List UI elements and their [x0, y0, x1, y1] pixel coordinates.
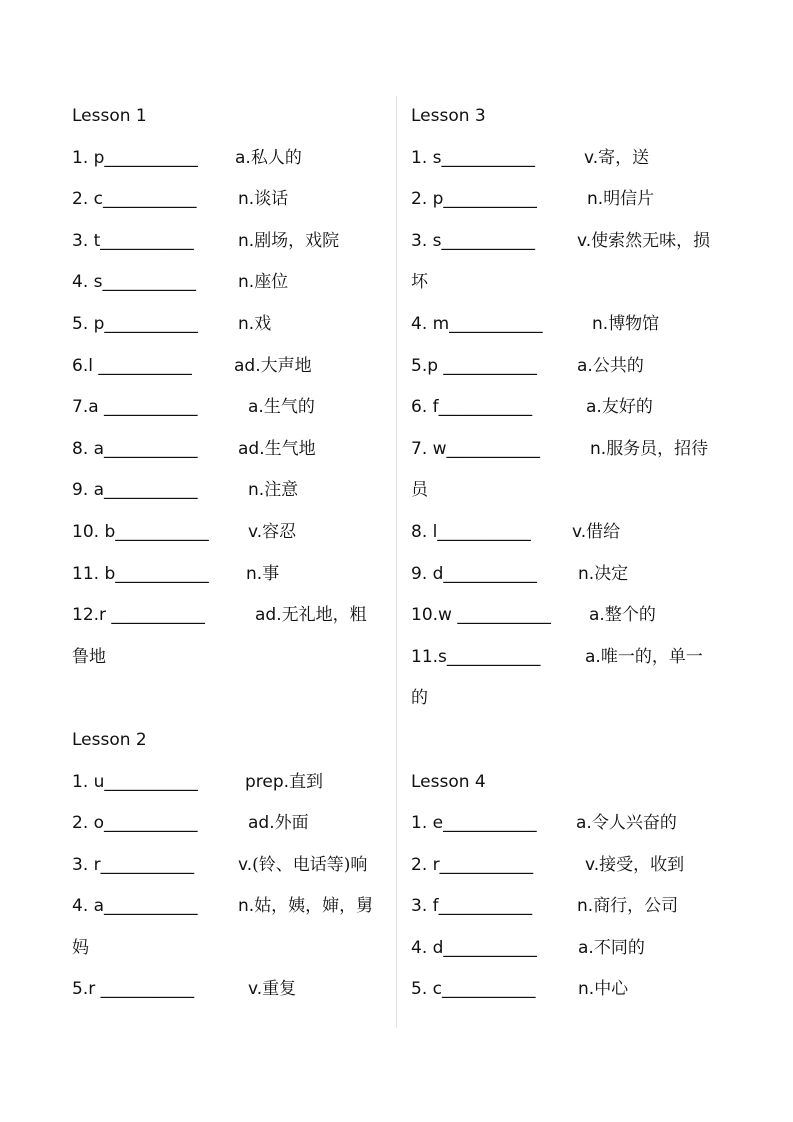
meaning-text: 无礼地，粗	[281, 605, 367, 626]
vocab-definition	[248, 470, 298, 512]
vocab-term-blank: 8. l___________	[411, 521, 531, 542]
vocab-row	[411, 304, 726, 346]
meaning-continuation: 坏	[411, 272, 428, 293]
vocab-term-blank: 5. c___________	[411, 979, 536, 1000]
vocab-row	[411, 803, 726, 845]
part-of-speech: v.	[584, 147, 599, 168]
meaning-text: 大声地	[260, 355, 312, 376]
meaning-text: 友好的	[601, 397, 653, 418]
vocab-row	[411, 387, 726, 429]
vocab-term-blank: 4. s___________	[72, 272, 196, 293]
part-of-speech: v.	[572, 521, 587, 542]
part-of-speech: n.	[238, 189, 255, 210]
vocab-definition	[586, 387, 653, 429]
vocab-term-blank: 3. t___________	[72, 230, 194, 251]
part-of-speech: ad.	[255, 605, 282, 626]
vocab-term-blank: 9. d___________	[411, 563, 537, 584]
part-of-speech: n.	[587, 189, 604, 210]
part-of-speech: n.	[238, 272, 255, 293]
part-of-speech: v.	[248, 979, 263, 1000]
meaning-text: 剧场，戏院	[254, 230, 340, 251]
part-of-speech: n.	[238, 313, 255, 334]
vocab-definition	[589, 595, 656, 637]
vocab-row	[411, 554, 726, 596]
meaning-text: 借给	[586, 521, 621, 542]
right-column	[411, 96, 726, 1011]
vocab-term-blank: 5.r ___________	[72, 979, 195, 1000]
vocab-row	[72, 262, 382, 304]
meaning-text: 注意	[264, 480, 299, 501]
meaning-text: 使索然无味，损	[591, 230, 711, 251]
part-of-speech: prep.	[245, 771, 290, 792]
part-of-speech: a.	[235, 147, 251, 168]
lesson-4-title: Lesson 4	[411, 771, 486, 792]
vocab-term-blank: 10. b___________	[72, 521, 209, 542]
vocab-definition	[578, 554, 628, 596]
vocab-definition	[578, 928, 645, 970]
vocab-term-blank: 11. b___________	[72, 563, 209, 584]
meaning-text: 容忍	[262, 521, 297, 542]
vocab-term-blank: 3. r___________	[72, 854, 195, 875]
vocab-term-blank: 6. f___________	[411, 397, 533, 418]
vocab-row	[72, 429, 382, 471]
vocab-term-blank: 5. p___________	[72, 313, 198, 334]
meaning-continuation: 鲁地	[72, 646, 106, 667]
vocab-definition	[248, 512, 296, 554]
vocab-row	[411, 179, 726, 221]
meaning-text: 外面	[274, 813, 309, 834]
vocab-term-blank: 2. c___________	[72, 189, 197, 210]
part-of-speech: a.	[576, 813, 592, 834]
vocab-row	[72, 969, 382, 1011]
lesson-3-list	[411, 138, 726, 720]
vocab-term-blank: 8. a___________	[72, 438, 198, 459]
vocab-definition	[245, 762, 323, 804]
meaning-text: 公共的	[592, 355, 644, 376]
left-column	[72, 96, 382, 1011]
vocab-row	[72, 304, 382, 346]
part-of-speech: n.	[238, 230, 255, 251]
meaning-text: 令人兴奋的	[591, 813, 677, 834]
vocab-row	[411, 969, 726, 1011]
part-of-speech: n.	[238, 896, 255, 917]
part-of-speech: a.	[577, 355, 593, 376]
vocab-term-blank: 2. o___________	[72, 813, 198, 834]
section-spacer	[72, 678, 382, 720]
vocab-definition	[238, 845, 367, 887]
lesson-4-list	[411, 803, 726, 1011]
vocab-definition	[238, 304, 271, 346]
vocab-definition	[238, 429, 316, 471]
vocab-row	[411, 221, 726, 304]
vocab-row	[411, 886, 726, 928]
meaning-text: (铃、电话等)响	[252, 854, 368, 875]
meaning-text: 寄，送	[598, 147, 650, 168]
lesson-2-list	[72, 762, 382, 1012]
vocab-definition	[238, 262, 288, 304]
part-of-speech: n.	[578, 979, 595, 1000]
vocab-row	[411, 429, 726, 512]
vocab-row	[72, 138, 382, 180]
meaning-text: 座位	[254, 272, 289, 293]
meaning-continuation: 的	[411, 688, 428, 709]
vocab-term-blank: 5.p ___________	[411, 355, 537, 376]
part-of-speech: a.	[586, 397, 602, 418]
vocab-term-blank: 11.s___________	[411, 646, 541, 667]
part-of-speech: a.	[589, 605, 605, 626]
part-of-speech: v.	[248, 521, 263, 542]
vocab-definition	[238, 179, 288, 221]
vocab-definition	[248, 969, 296, 1011]
vocab-row	[72, 470, 382, 512]
vocab-term-blank: 6.l ___________	[72, 355, 192, 376]
meaning-text: 重复	[262, 979, 297, 1000]
vocab-definition	[246, 554, 279, 596]
meaning-text: 私人的	[250, 147, 302, 168]
vocab-row	[72, 803, 382, 845]
vocab-definition	[577, 346, 644, 388]
vocab-term-blank: 2. r___________	[411, 854, 534, 875]
meaning-text: 决定	[594, 563, 629, 584]
part-of-speech: ad.	[234, 355, 261, 376]
vocab-definition	[234, 346, 312, 388]
lesson-1-list	[72, 138, 382, 679]
vocab-row	[411, 928, 726, 970]
vocab-row	[72, 387, 382, 429]
part-of-speech: a.	[585, 646, 601, 667]
vocab-row	[72, 554, 382, 596]
vocab-definition	[592, 304, 659, 346]
vocab-row	[411, 845, 726, 887]
vocab-definition	[587, 179, 654, 221]
part-of-speech: v.	[577, 230, 592, 251]
vocab-term-blank: 4. a___________	[72, 896, 198, 917]
part-of-speech: a.	[578, 937, 594, 958]
meaning-text: 唯一的，单一	[600, 646, 703, 667]
vocab-term-blank: 4. d___________	[411, 937, 537, 958]
meaning-text: 姑，姨，婶，舅	[254, 896, 374, 917]
vocab-definition	[585, 637, 703, 679]
part-of-speech: n.	[592, 313, 609, 334]
vocab-definition	[238, 886, 373, 928]
vocab-definition	[585, 845, 684, 887]
vocab-term-blank: 10.w ___________	[411, 605, 551, 626]
vocab-row	[72, 179, 382, 221]
meaning-text: 戏	[254, 313, 272, 334]
vocab-row	[72, 346, 382, 388]
vocab-definition	[572, 512, 620, 554]
part-of-speech: n.	[246, 563, 263, 584]
meaning-text: 服务员，招待	[606, 438, 709, 459]
vocab-term-blank: 12.r ___________	[72, 605, 205, 626]
vocab-row	[72, 845, 382, 887]
vocab-row	[411, 346, 726, 388]
vocab-definition	[576, 803, 677, 845]
vocab-term-blank: 3. f___________	[411, 896, 533, 917]
vocab-term-blank: 7.a ___________	[72, 397, 198, 418]
part-of-speech: v.	[238, 854, 253, 875]
vocab-definition	[584, 138, 649, 180]
meaning-text: 商行，公司	[593, 896, 679, 917]
meaning-continuation: 妈	[72, 937, 89, 958]
vocab-term-blank: 3. s___________	[411, 230, 535, 251]
vocab-definition	[238, 221, 339, 263]
vocab-definition	[248, 387, 315, 429]
meaning-text: 不同的	[593, 937, 645, 958]
part-of-speech: n.	[577, 896, 594, 917]
vocab-row	[72, 595, 382, 678]
vocab-definition	[235, 138, 302, 180]
part-of-speech: n.	[590, 438, 607, 459]
meaning-text: 生气的	[263, 397, 315, 418]
vocab-term-blank: 9. a___________	[72, 480, 198, 501]
vocab-row	[411, 595, 726, 637]
vocab-term-blank: 1. e___________	[411, 813, 537, 834]
section-spacer	[411, 720, 726, 762]
meaning-text: 事	[262, 563, 280, 584]
meaning-text: 直到	[289, 771, 324, 792]
column-divider	[396, 96, 397, 1028]
vocab-definition	[577, 221, 710, 263]
meaning-text: 生气地	[264, 438, 316, 459]
part-of-speech: n.	[248, 480, 265, 501]
vocab-row	[72, 762, 382, 804]
part-of-speech: ad.	[238, 438, 265, 459]
vocab-row	[72, 512, 382, 554]
vocab-term-blank: 4. m___________	[411, 313, 543, 334]
vocab-row	[411, 637, 726, 720]
vocab-term-blank: 2. p___________	[411, 189, 537, 210]
meaning-text: 中心	[594, 979, 629, 1000]
vocab-definition	[578, 969, 628, 1011]
lesson-2-title: Lesson 2	[72, 729, 147, 750]
meaning-text: 谈话	[254, 189, 289, 210]
meaning-text: 博物馆	[608, 313, 660, 334]
part-of-speech: ad.	[248, 813, 275, 834]
part-of-speech: n.	[578, 563, 595, 584]
vocab-definition	[590, 429, 708, 471]
meaning-text: 明信片	[603, 189, 655, 210]
vocab-definition	[577, 886, 678, 928]
vocab-row	[411, 138, 726, 180]
lesson-1-title: Lesson 1	[72, 106, 147, 126]
vocab-definition	[248, 803, 309, 845]
vocab-term-blank: 7. w___________	[411, 438, 541, 459]
vocab-term-blank: 1. s___________	[411, 147, 535, 168]
part-of-speech: v.	[585, 854, 600, 875]
lesson-3-title: Lesson 3	[411, 106, 486, 126]
part-of-speech: a.	[248, 397, 264, 418]
vocab-row	[72, 886, 382, 969]
meaning-text: 整个的	[604, 605, 656, 626]
vocab-term-blank: 1. p___________	[72, 147, 198, 168]
vocab-term-blank: 1. u___________	[72, 771, 198, 792]
vocab-row	[411, 512, 726, 554]
vocab-definition	[255, 595, 367, 637]
meaning-continuation: 员	[411, 480, 428, 501]
meaning-text: 接受，收到	[599, 854, 685, 875]
vocab-row	[72, 221, 382, 263]
